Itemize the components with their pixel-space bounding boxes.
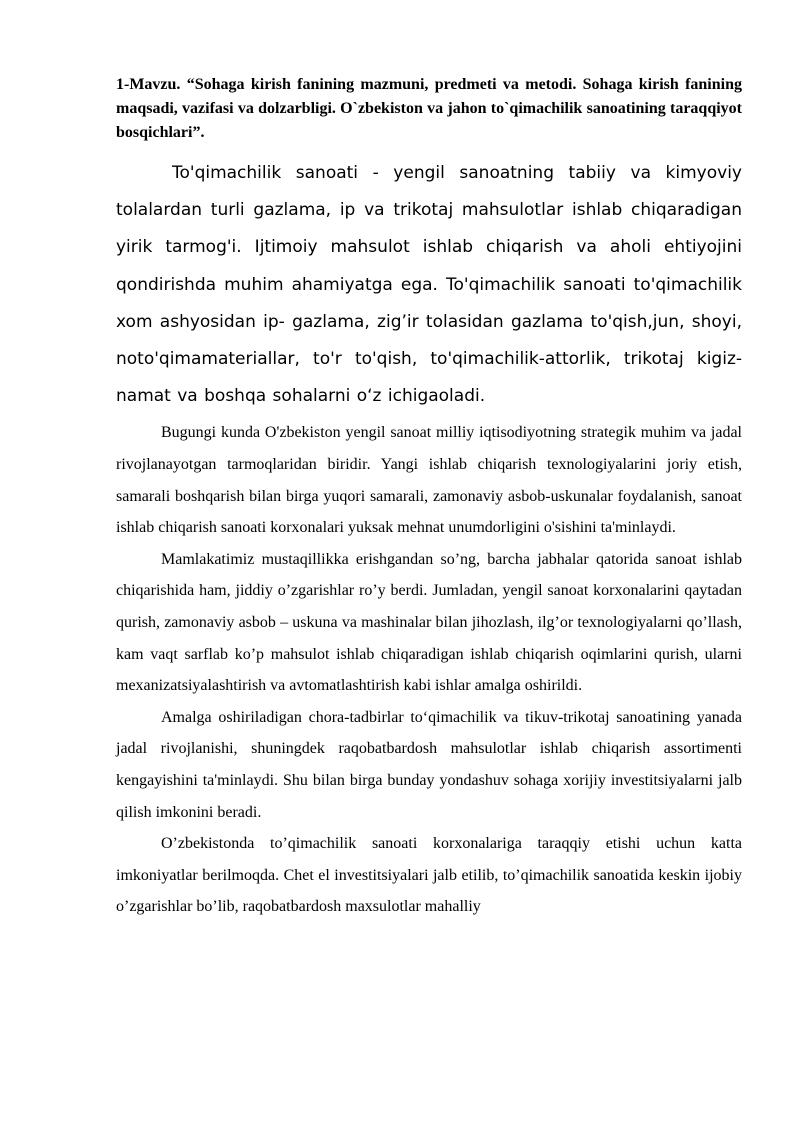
body-paragraph-1: Bugungi kunda O'zbekiston yengil sanoat milliy iqtisodiyotning strategik muhim va jadal rivojlanayotgan tarmoqlaridan biridir. Yangi ishlab chiqarish texnologiyalarini joriy etish, samarali boshqarish bilan birga yuqori samarali, zamonaviy asbob-uskunalar foydalanish, sanoat ishlab chiqarish sanoati korxonalari yuksak mehnat unumdorligini o'sishini ta'minlaydi. [116, 424, 742, 537]
body-paragraph-2: Mamlakatimiz mustaqillikka erishgandan so’ng, barcha jabhalar qatorida sanoat ishlab chiqarishida ham, jiddiy o’zgarishlar ro’y berdi. Jumladan, yengil sanoat korxonalarini qaytadan qurish, zamonaviy asbob – uskuna va mashinalar bilan jihozlash, ilg’or texnologiyalarni qo’llash, kam vaqt sarflab ko’p mahsulot ishlab chiqaradigan ishlab chiqarish oqimlarini qurish, ularni mexanizatsiyalashtirish va avtomatlashtirish kabi ishlar amalga oshirildi. [116, 550, 742, 695]
document-page [116, 73, 742, 923]
document-title: 1-Mavzu. “Sohaga kirish fanining mazmuni, predmeti va metodi. Sohaga kirish fanining maqsadi, vazifasi va dolzarbligi. O`zbekiston va jahon to`qimachilik sanoatining taraqqiyot bosqichlari”. [116, 76, 742, 141]
body-paragraph-3: Amalga oshiriladigan chora-tadbirlar to‘qimachilik va tikuv-trikotaj sanoatining yanada jadal rivojlanishi, shuningdek raqobatbardosh mahsulotlar ishlab chiqarish assortimenti kengayishini ta'minlaydi. Shu bilan birga bunday yondashuv sohaga xorijiy investitsiyalarni jalb qilish imkonini beradi. [116, 708, 742, 821]
body-paragraph-4: O’zbekistonda to’qimachilik sanoati korxonalariga taraqqiy etishi uchun katta imkoniyatlar berilmoqda. Chet el investitsiyalari jalb etilib, to’qimachilik sanoatida keskin ijobiy o’zgarishlar bo’lib, raqobatbardosh maxsulotlar mahalliy [116, 835, 742, 916]
lead-paragraph: To'qimachilik sanoati - yengil sanoatning tabiiy va kimyoviy tolalardan turli gazlama, ip va trikotaj mahsulotlar ishlab chiqaradigan yirik tarmog'i. Ijtimoiy mahsulot ishlab chiqarish va aholi ehtiyojini qondirishda muhim ahamiyatga ega. To'qimachilik sanoati to'qimachilik xom ashyosidan ip- gazlama, zig’ir tolasidan gazlama to'qish,jun, shoyi, noto'qimamateriallar, to'r to'qish, to'qimachilik-attorlik, trikotaj kigiz-namat va boshqa sohalarni o‘z ichigaoladi. [116, 163, 742, 407]
